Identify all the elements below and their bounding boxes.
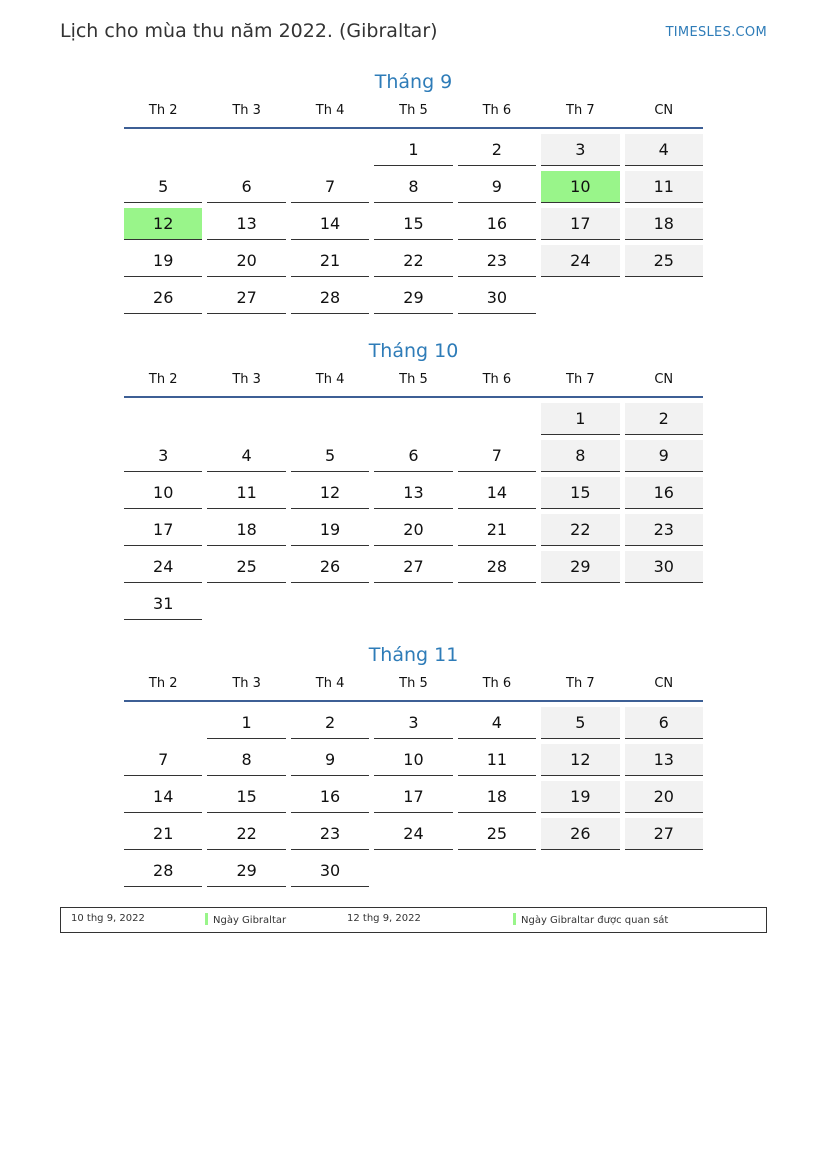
day-cell: 8 bbox=[207, 744, 285, 776]
holiday-day-cell: 10 bbox=[541, 171, 619, 203]
weekday-label: Th 2 bbox=[148, 372, 178, 387]
day-cell: 18 bbox=[207, 514, 285, 546]
day-cell: 10 bbox=[374, 744, 452, 776]
day-cell: 25 bbox=[458, 818, 536, 850]
day-cell: 16 bbox=[291, 781, 369, 813]
weekday-header-row bbox=[124, 672, 703, 702]
weekday-label: CN bbox=[654, 103, 674, 118]
empty-cell bbox=[374, 403, 452, 434]
day-cell: 26 bbox=[541, 818, 619, 850]
month-september bbox=[124, 67, 703, 314]
empty-cell bbox=[291, 134, 369, 165]
day-cell: 3 bbox=[541, 134, 619, 166]
weekday-label: Th 6 bbox=[482, 676, 512, 691]
day-cell: 28 bbox=[291, 282, 369, 314]
day-cell: 3 bbox=[124, 440, 202, 472]
day-cell: 28 bbox=[124, 855, 202, 887]
day-cell: 28 bbox=[458, 551, 536, 583]
day-cell: 10 bbox=[124, 477, 202, 509]
holiday-color-swatch bbox=[513, 913, 516, 925]
day-grid bbox=[124, 707, 703, 887]
day-cell: 2 bbox=[625, 403, 703, 435]
day-cell: 16 bbox=[458, 208, 536, 240]
legend-date: 12 thg 9, 2022 bbox=[347, 913, 421, 924]
weekday-label: CN bbox=[654, 372, 674, 387]
day-cell: 15 bbox=[207, 781, 285, 813]
day-cell: 29 bbox=[207, 855, 285, 887]
month-october bbox=[124, 336, 703, 620]
day-cell: 24 bbox=[124, 551, 202, 583]
day-cell: 6 bbox=[374, 440, 452, 472]
day-cell: 1 bbox=[207, 707, 285, 739]
day-cell: 2 bbox=[458, 134, 536, 166]
day-cell: 11 bbox=[207, 477, 285, 509]
day-cell: 15 bbox=[374, 208, 452, 240]
day-cell: 21 bbox=[458, 514, 536, 546]
day-cell: 23 bbox=[625, 514, 703, 546]
day-cell: 24 bbox=[374, 818, 452, 850]
day-cell: 25 bbox=[207, 551, 285, 583]
legend-date: 10 thg 9, 2022 bbox=[71, 913, 145, 924]
weekday-label: Th 2 bbox=[148, 676, 178, 691]
day-cell: 19 bbox=[291, 514, 369, 546]
legend-holiday-name: Ngày Gibraltar được quan sát bbox=[521, 915, 669, 926]
page-title: Lịch cho mùa thu năm 2022. (Gibraltar) bbox=[60, 20, 438, 42]
day-grid bbox=[124, 134, 703, 314]
holiday-color-swatch bbox=[205, 913, 208, 925]
day-cell: 8 bbox=[374, 171, 452, 203]
day-cell: 16 bbox=[625, 477, 703, 509]
day-cell: 1 bbox=[374, 134, 452, 166]
day-cell: 17 bbox=[124, 514, 202, 546]
day-cell: 11 bbox=[625, 171, 703, 203]
weekday-label: Th 7 bbox=[566, 103, 595, 118]
day-cell: 22 bbox=[207, 818, 285, 850]
day-cell: 27 bbox=[374, 551, 452, 583]
weekday-header-row bbox=[124, 99, 703, 129]
day-cell: 25 bbox=[625, 245, 703, 277]
day-cell: 29 bbox=[374, 282, 452, 314]
day-cell: 30 bbox=[291, 855, 369, 887]
brand-link[interactable]: TIMESLES.COM bbox=[665, 25, 767, 40]
day-cell: 21 bbox=[124, 818, 202, 850]
day-cell: 21 bbox=[291, 245, 369, 277]
day-cell: 4 bbox=[458, 707, 536, 739]
day-cell: 17 bbox=[541, 208, 619, 240]
empty-cell bbox=[207, 134, 285, 165]
day-grid bbox=[124, 403, 703, 620]
day-cell: 14 bbox=[458, 477, 536, 509]
day-cell: 22 bbox=[374, 245, 452, 277]
month-title: Tháng 10 bbox=[368, 340, 459, 362]
day-cell: 12 bbox=[291, 477, 369, 509]
day-cell: 31 bbox=[124, 588, 202, 620]
day-cell: 5 bbox=[541, 707, 619, 739]
legend-holiday-name: Ngày Gibraltar bbox=[213, 915, 287, 926]
day-cell: 6 bbox=[207, 171, 285, 203]
day-cell: 14 bbox=[124, 781, 202, 813]
weekday-label: Th 3 bbox=[232, 103, 261, 118]
day-cell: 26 bbox=[124, 282, 202, 314]
day-cell: 20 bbox=[207, 245, 285, 277]
weekday-label: Th 4 bbox=[315, 372, 345, 387]
empty-cell bbox=[291, 403, 369, 434]
legend-entry bbox=[205, 913, 286, 926]
day-cell: 2 bbox=[291, 707, 369, 739]
weekday-label: Th 5 bbox=[399, 676, 428, 691]
day-cell: 19 bbox=[124, 245, 202, 277]
weekday-label: Th 7 bbox=[566, 676, 595, 691]
empty-cell bbox=[458, 403, 536, 434]
day-cell: 1 bbox=[541, 403, 619, 435]
day-cell: 24 bbox=[541, 245, 619, 277]
day-cell: 7 bbox=[291, 171, 369, 203]
day-cell: 13 bbox=[207, 208, 285, 240]
day-cell: 13 bbox=[374, 477, 452, 509]
day-cell: 12 bbox=[541, 744, 619, 776]
day-cell: 5 bbox=[291, 440, 369, 472]
weekday-label: Th 4 bbox=[315, 676, 345, 691]
month-title: Tháng 11 bbox=[368, 644, 459, 666]
day-cell: 18 bbox=[625, 208, 703, 240]
day-cell: 4 bbox=[625, 134, 703, 166]
day-cell: 18 bbox=[458, 781, 536, 813]
weekday-label: Th 7 bbox=[566, 372, 595, 387]
day-cell: 20 bbox=[625, 781, 703, 813]
day-cell: 7 bbox=[124, 744, 202, 776]
day-cell: 23 bbox=[458, 245, 536, 277]
weekday-label: Th 5 bbox=[399, 103, 428, 118]
weekday-label: Th 5 bbox=[399, 372, 428, 387]
empty-cell bbox=[124, 134, 202, 165]
legend-entry bbox=[513, 913, 668, 926]
day-cell: 8 bbox=[541, 440, 619, 472]
day-cell: 13 bbox=[625, 744, 703, 776]
day-cell: 19 bbox=[541, 781, 619, 813]
day-cell: 17 bbox=[374, 781, 452, 813]
day-cell: 9 bbox=[458, 171, 536, 203]
day-cell: 7 bbox=[458, 440, 536, 472]
day-cell: 30 bbox=[625, 551, 703, 583]
empty-cell bbox=[124, 403, 202, 434]
weekday-label: Th 4 bbox=[315, 103, 345, 118]
day-cell: 9 bbox=[625, 440, 703, 472]
empty-cell bbox=[124, 707, 202, 738]
day-cell: 27 bbox=[625, 818, 703, 850]
day-cell: 15 bbox=[541, 477, 619, 509]
day-cell: 6 bbox=[625, 707, 703, 739]
day-cell: 30 bbox=[458, 282, 536, 314]
day-cell: 9 bbox=[291, 744, 369, 776]
day-cell: 29 bbox=[541, 551, 619, 583]
weekday-label: Th 6 bbox=[482, 372, 512, 387]
weekday-label: Th 6 bbox=[482, 103, 512, 118]
day-cell: 3 bbox=[374, 707, 452, 739]
day-cell: 4 bbox=[207, 440, 285, 472]
holiday-day-cell: 12 bbox=[124, 208, 202, 240]
day-cell: 27 bbox=[207, 282, 285, 314]
day-cell: 22 bbox=[541, 514, 619, 546]
holiday-legend bbox=[60, 907, 767, 933]
day-cell: 26 bbox=[291, 551, 369, 583]
day-cell: 11 bbox=[458, 744, 536, 776]
day-cell: 14 bbox=[291, 208, 369, 240]
day-cell: 23 bbox=[291, 818, 369, 850]
weekday-label: Th 3 bbox=[232, 372, 261, 387]
empty-cell bbox=[207, 403, 285, 434]
day-cell: 20 bbox=[374, 514, 452, 546]
weekday-label: Th 2 bbox=[148, 103, 178, 118]
weekday-header-row bbox=[124, 368, 703, 398]
weekday-label: CN bbox=[654, 676, 674, 691]
weekday-label: Th 3 bbox=[232, 676, 261, 691]
month-title: Tháng 9 bbox=[374, 71, 453, 93]
day-cell: 5 bbox=[124, 171, 202, 203]
month-november bbox=[124, 640, 703, 887]
